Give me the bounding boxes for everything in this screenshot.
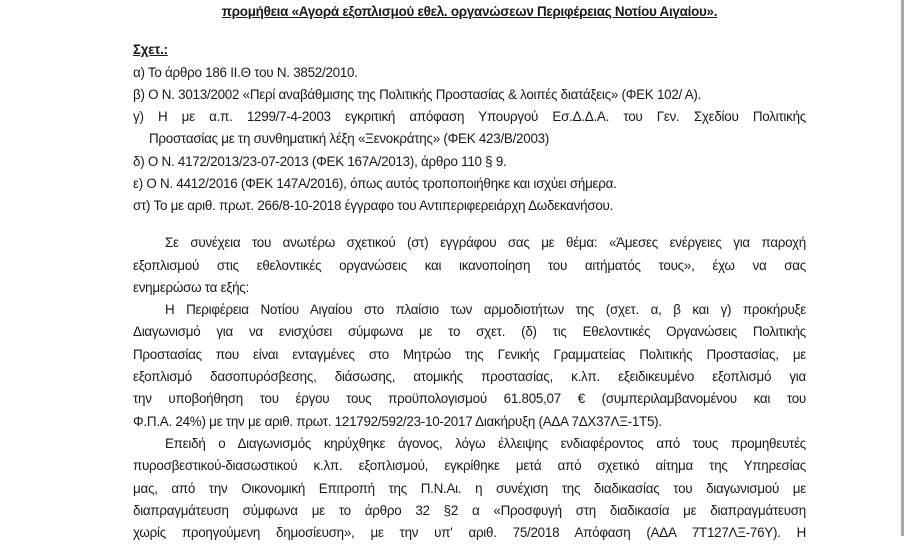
reference-item: β) Ο Ν. 3013/2002 «Περί αναβάθμισης της Πολιτικής Προστασίας & λοιπές διατάξεις» (ΦΕΚ 102/ Α). [133, 86, 702, 102]
reference-item-continuation: Προστασίας με τη συνθηματική λέξη «Ξενοκράτης» (ΦΕΚ 423/Β/2003) [149, 131, 550, 147]
document-page [133, 1, 806, 544]
reference-item: γ) Η με α.π. 1299/7-4-2003 εγκριτική απόφαση Υπουργού Εσ.Δ.Δ.Α. του Γεν. Σχεδίου Πολιτικής [133, 109, 806, 125]
paragraph-line: εξοπλισμού στις εθελοντικές οργανώσεις και ικανοποίηση του αιτήματός τους», έχω να σας [133, 257, 806, 273]
page-edge-divider [901, 0, 904, 536]
paragraph-line: Προστασίας που είναι ενταγμένες στο Μητρώο της Γενικής Γραμματείας Πολιτικής Προστασίας, με [133, 346, 806, 362]
references-heading: Σχετ.: [133, 42, 168, 58]
body-paragraph [133, 232, 806, 299]
paragraph-line: Διαγωνισμό για να ενισχύσει σύμφωνα με το σχετ. (δ) τις Εθελοντικές Οργανώσεις Πολιτικής [133, 324, 806, 340]
paragraph-line: μας, από την Οικονομική Επιτροπή της Π.Ν.Αι. η συνέχιση της διαδικασίας του διαγωνισμού με [133, 480, 806, 496]
body-paragraph [133, 433, 806, 544]
references-list [133, 62, 806, 218]
paragraph-line: Η Περιφέρεια Νοτίου Αιγαίου στο πλαίσιο των αρμοδιοτήτων της (σχετ. α, β και γ) προκήρυξε [165, 302, 806, 318]
paragraph-line: πυροσβεστικού-διασωστικού κ.λπ. εξοπλισμού, εγκρίθηκε μετά από σχετικό αίτημα της Υπηρεσίας [133, 458, 806, 474]
paragraph-line: διαπραγμάτευση σύμφωνα με το άρθρο 32 §2 α «Προσφυγή στη διαδικασία με διαπραγμάτευση [133, 502, 806, 518]
paragraph-line: την υποβοήθηση του έργου τους προϋπολογισμού 61.805,07 € (συμπεριλαμβανομένου και του [133, 391, 806, 407]
paragraph-line: εξοπλισμό δασοπυρόσβεσης, διάσωσης, ατομικής προστασίας, κ.λπ. εξειδικευμένο εξοπλισμό για [133, 369, 806, 385]
paragraph-line: χωρίς προηγούμενη δημοσίευση», με την υπ' αριθ. 75/2018 Απόφαση (ΑΔΑ 7Τ127ΛΞ-76Υ). Η [133, 525, 806, 541]
reference-item: στ) Το με αριθ. πρωτ. 266/8-10-2018 έγγραφο του Αντιπεριφερειάρχη Δωδεκανήσου. [133, 198, 614, 214]
paragraph-line: Επειδή ο Διαγωνισμός κηρύχθηκε άγονος, λόγω έλλειψης ενδιαφέροντος από τους προμηθευτές [165, 435, 806, 451]
paragraph-line: ενημερώσω τα εξής: [133, 279, 249, 295]
paragraph-line: Σε συνέχεια του ανωτέρω σχετικού (στ) εγγράφου σας με θέμα: «Άμεσες ενέργειες για παροχή [165, 235, 806, 251]
reference-item: α) Το άρθρο 186 ΙΙ.Θ του Ν. 3852/2010. [133, 64, 358, 80]
body-paragraph [133, 299, 806, 433]
subject-line: προμήθεια «Αγορά εξοπλισμού εθελ. οργανώσεων Περιφέρειας Νοτίου Αιγαίου». [221, 4, 718, 19]
paragraph-line: Φ.Π.Α. 24%) με την με αριθ. πρωτ. 121792/592/23-10-2017 Διακήρυξη (ΑΔΑ 7ΔΧ37ΛΞ-1Τ5). [133, 413, 662, 429]
reference-item: δ) Ο Ν. 4172/2013/23-07-2013 (ΦΕΚ 167Α/2013), άρθρο 110 § 9. [133, 153, 507, 169]
reference-item: ε) Ο Ν. 4412/2016 (ΦΕΚ 147Α/2016), όπως αυτός τροποποιήθηκε και ισχύει σήμερα. [133, 176, 617, 192]
